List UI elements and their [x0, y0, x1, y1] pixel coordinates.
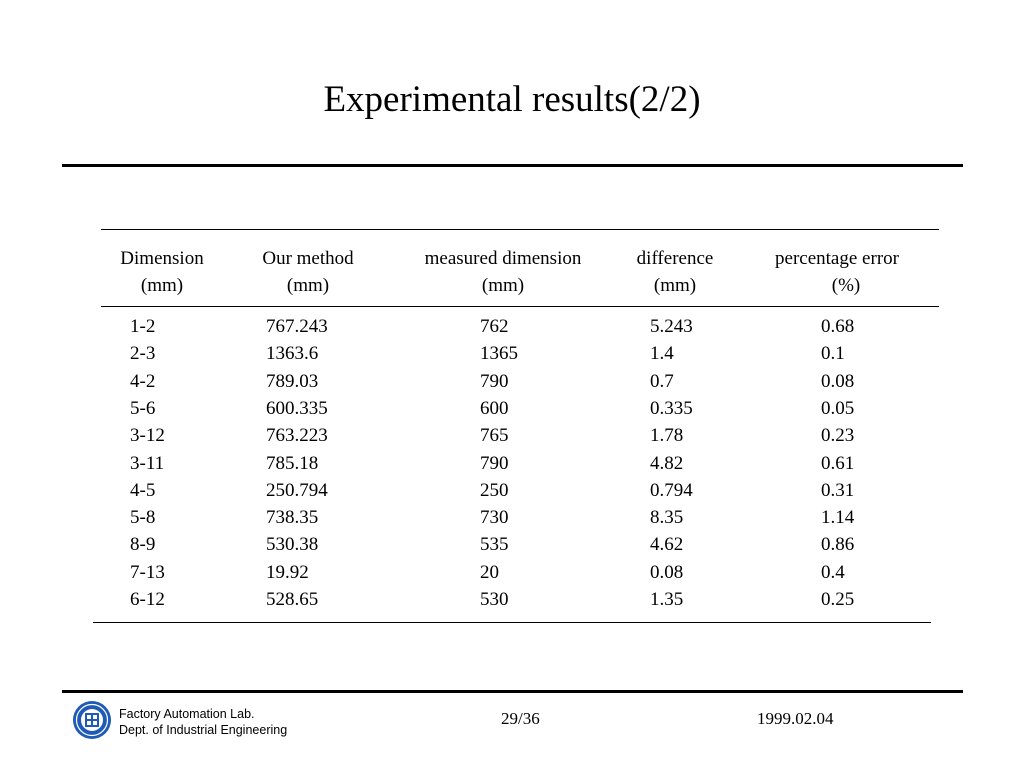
cell-dimension: 3-11 [130, 452, 165, 474]
cell-dimension: 1-2 [130, 316, 156, 337]
cell-measured: 765 [480, 425, 509, 447]
cell-dimension: 4-2 [130, 370, 156, 392]
column-header-label: measured dimension [424, 248, 582, 269]
cell-measured: 1365 [480, 343, 518, 365]
column-header-difference [637, 245, 714, 299]
column-header-our-method [262, 245, 353, 299]
table-top-border [101, 229, 939, 230]
cell-measured: 730 [480, 507, 509, 529]
cell-percentage-error: 0.86 [821, 534, 855, 556]
cell-our-method: 785.18 [266, 452, 319, 474]
cell-percentage-error: 0.08 [821, 370, 855, 392]
column-header-unit: (mm) [653, 275, 697, 296]
cell-dimension: 2-3 [130, 343, 156, 365]
cell-measured: 790 [480, 452, 509, 474]
cell-difference: 1.78 [650, 425, 684, 447]
footer-dept-name: Dept. of Industrial Engineering [119, 723, 288, 737]
cell-difference: 1.4 [650, 343, 674, 365]
column-header-measured-dimension [425, 245, 582, 299]
cell-difference: 8.35 [650, 507, 684, 529]
column-header-unit: (mm) [286, 275, 330, 296]
title-divider [62, 164, 963, 167]
table-bottom-border [93, 622, 931, 623]
cell-dimension: 8-9 [130, 534, 156, 556]
column-header-dimension [120, 245, 203, 299]
column-header-label: percentage error [775, 248, 899, 269]
cell-our-method: 789.03 [266, 370, 319, 392]
column-header-unit: (%) [831, 275, 861, 296]
cell-our-method: 738.35 [266, 507, 319, 529]
cell-our-method: 250.794 [266, 479, 328, 501]
cell-difference: 4.62 [650, 534, 684, 556]
cell-difference: 5.243 [650, 316, 693, 337]
cell-dimension: 4-5 [130, 479, 156, 501]
cell-measured: 250 [480, 479, 509, 501]
table-header-border [101, 306, 939, 307]
cell-dimension: 5-6 [130, 397, 156, 419]
cell-percentage-error: 0.68 [821, 316, 855, 337]
cell-percentage-error: 0.31 [821, 479, 855, 501]
cell-our-method: 767.243 [266, 316, 328, 337]
cell-measured: 600 [480, 397, 509, 419]
cell-percentage-error: 0.25 [821, 589, 855, 610]
cell-our-method: 530.38 [266, 534, 319, 556]
cell-difference: 1.35 [650, 589, 684, 610]
cell-difference: 0.7 [650, 370, 674, 392]
cell-percentage-error: 1.14 [821, 507, 855, 529]
column-header-label: difference [636, 248, 714, 269]
cell-our-method: 600.335 [266, 397, 328, 419]
cell-dimension: 6-12 [130, 589, 165, 610]
cell-percentage-error: 0.1 [821, 343, 845, 365]
cell-difference: 0.08 [650, 561, 684, 583]
cell-measured: 20 [480, 561, 499, 583]
cell-percentage-error: 0.05 [821, 397, 855, 419]
column-header-label: Our method [262, 248, 354, 269]
cell-measured: 762 [480, 316, 509, 337]
university-seal-icon [72, 700, 112, 740]
cell-percentage-error: 0.23 [821, 425, 855, 447]
footer-date: 1999.02.04 [757, 709, 834, 728]
cell-difference: 0.794 [650, 479, 693, 501]
page-number: 29/36 [501, 709, 540, 728]
cell-percentage-error: 0.61 [821, 452, 855, 474]
column-header-unit: (mm) [140, 275, 184, 296]
cell-difference: 0.335 [650, 397, 693, 419]
cell-dimension: 3-12 [130, 425, 165, 447]
slide-title: Experimental results(2/2) [323, 79, 701, 120]
cell-measured: 530 [480, 589, 509, 610]
cell-dimension: 7-13 [130, 561, 165, 583]
cell-percentage-error: 0.4 [821, 561, 845, 583]
cell-our-method: 19.92 [266, 561, 309, 583]
footer-lab-name: Factory Automation Lab. [119, 707, 255, 721]
column-header-percentage-error [775, 245, 899, 299]
cell-difference: 4.82 [650, 452, 684, 474]
cell-our-method: 1363.6 [266, 343, 319, 365]
cell-measured: 790 [480, 370, 509, 392]
cell-measured: 535 [480, 534, 509, 556]
footer-divider [62, 690, 963, 693]
cell-our-method: 763.223 [266, 425, 328, 447]
cell-dimension: 5-8 [130, 507, 156, 529]
column-header-unit: (mm) [481, 275, 525, 296]
cell-our-method: 528.65 [266, 589, 319, 610]
column-header-label: Dimension [120, 248, 204, 269]
